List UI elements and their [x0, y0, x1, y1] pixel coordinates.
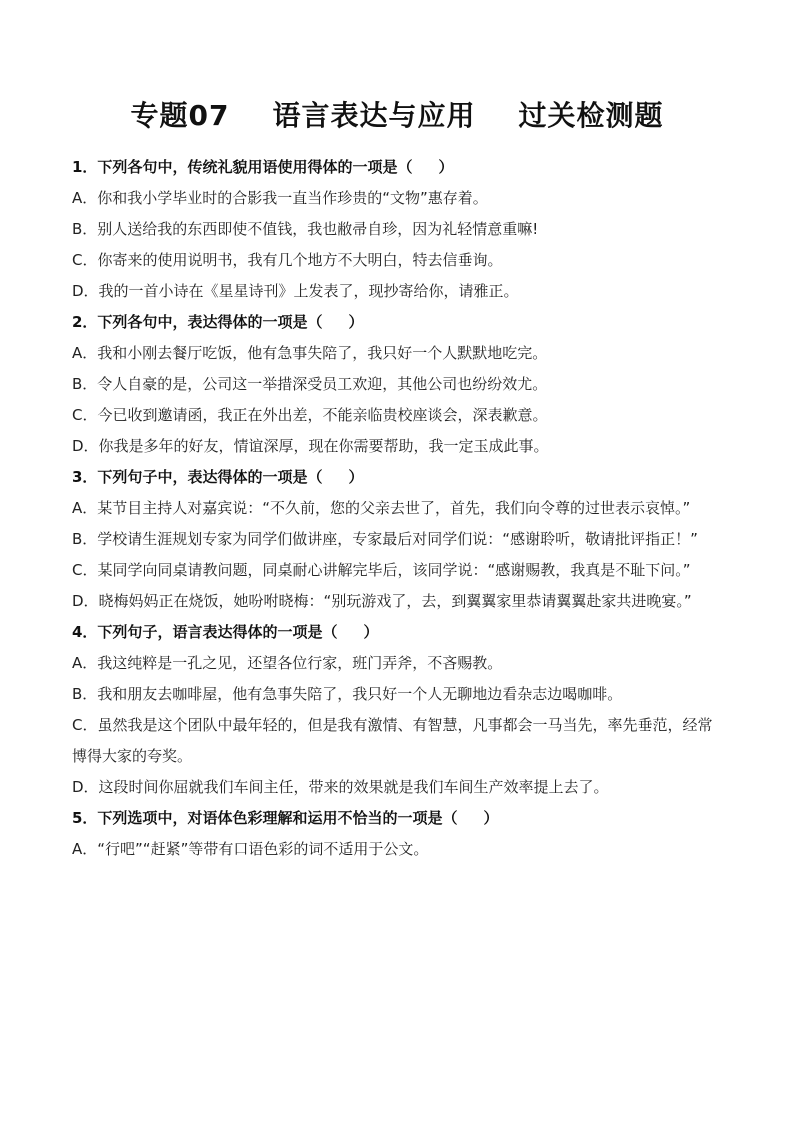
question-block-4	[72, 617, 718, 803]
option-d: D．晓梅妈妈正在烧饭，她吩咐晓梅：“别玩游戏了，去，到翼翼家里恭请翼翼赴家共进晚宴。”	[72, 592, 692, 610]
option-d: D．你我是多年的好友，情谊深厚，现在你需要帮助，我一定玉成此事。	[72, 437, 549, 455]
option-a: A．“行吧”“赶紧”等带有口语色彩的词不适用于公文。	[72, 840, 429, 858]
option-a: A．某节目主持人对嘉宾说：“不久前，您的父亲去世了，首先，我们向令尊的过世表示哀悼。”	[72, 499, 691, 517]
question-stem: 3．下列句子中，表达得体的一项是（ ）	[72, 468, 364, 486]
option-b: B．学校请生涯规划专家为同学们做讲座，专家最后对同学们说：“感谢聆听，敬请批评指正！”	[72, 530, 698, 548]
option-c: C．今已收到邀请函，我正在外出差，不能亲临贵校座谈会，深表歉意。	[72, 406, 548, 424]
option-b: B．令人自豪的是，公司这一举措深受员工欢迎，其他公司也纷纷效尤。	[72, 375, 548, 393]
question-stem: 4．下列句子，语言表达得体的一项是（ ）	[72, 623, 379, 641]
option-a: A．我和小刚去餐厅吃饭，他有急事失陪了，我只好一个人默默地吃完。	[72, 344, 548, 362]
question-block-2	[72, 307, 718, 462]
option-a: A．你和我小学毕业时的合影我一直当作珍贵的“文物”惠存着。	[72, 189, 488, 207]
option-c: C．虽然我是这个团队中最年轻的，但是我有激情、有智慧，凡事都会一马当先，率先垂范，经常博得大家的夸奖。	[72, 716, 713, 765]
option-c: C．某同学向同桌请教问题，同桌耐心讲解完毕后，该同学说：“感谢赐教，我真是不耻下问。”	[72, 561, 691, 579]
question-block-3	[72, 462, 718, 617]
option-d: D．这段时间你屈就我们车间主任，带来的效果就是我们车间生产效率提上去了。	[72, 778, 609, 796]
option-d: D．我的一首小诗在《星星诗刊》上发表了，现抄寄给你，请雅正。	[72, 282, 519, 300]
page-title: 专题07 语言表达与应用 过关检测题	[130, 99, 664, 132]
option-c: C．你寄来的使用说明书，我有几个地方不大明白，特去信垂询。	[72, 251, 503, 269]
option-a: A．我这纯粹是一孔之见，还望各位行家，班门弄斧，不吝赐教。	[72, 654, 503, 672]
question-block-1	[72, 152, 718, 307]
question-stem: 1．下列各句中，传统礼貌用语使用得体的一项是（ ）	[72, 158, 454, 176]
option-b: B．我和朋友去咖啡屋，他有急事失陪了，我只好一个人无聊地边看杂志边喝咖啡。	[72, 685, 623, 703]
question-stem: 2．下列各句中，表达得体的一项是（ ）	[72, 313, 364, 331]
question-list	[72, 152, 718, 865]
question-stem: 5．下列选项中，对语体色彩理解和运用不恰当的一项是（ ）	[72, 809, 499, 827]
question-block-5	[72, 803, 718, 865]
option-b: B．别人送给我的东西即使不值钱，我也敝帚自珍，因为礼轻情意重嘛!	[72, 220, 539, 238]
